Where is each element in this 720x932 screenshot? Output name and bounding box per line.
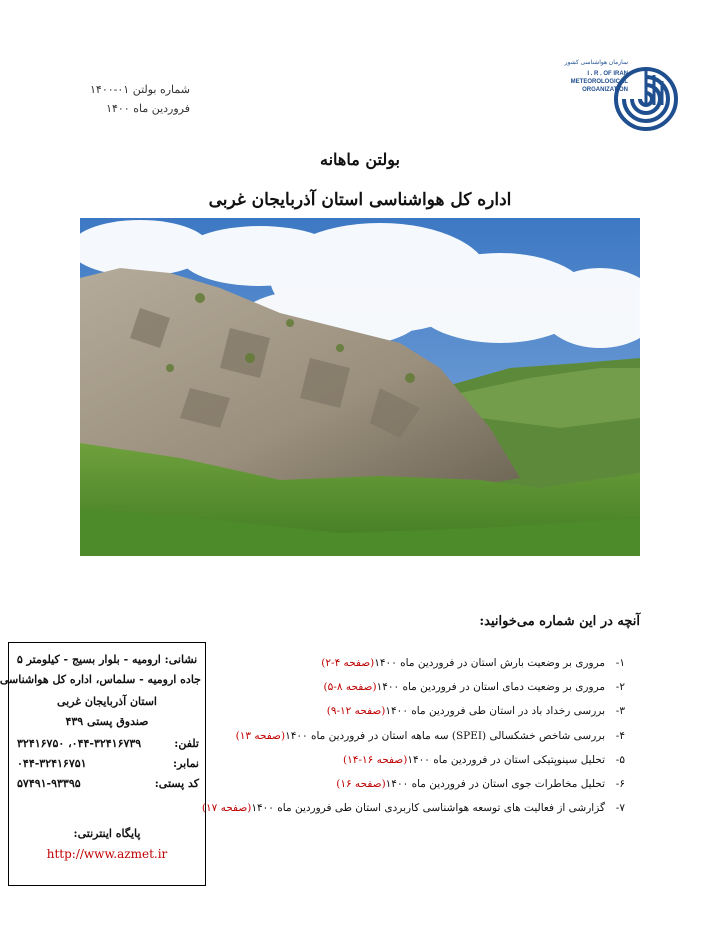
- toc-item-number: ۲-: [615, 681, 625, 694]
- toc-item-text: بررسی رخداد باد در استان طی فروردین ماه ۱۴۰۰: [385, 705, 605, 718]
- toc-item: [215, 678, 625, 702]
- toc-heading: آنچه در این شماره می‌خوانید:: [479, 614, 640, 629]
- toc-item-page: (صفحه ۱۲-۹): [326, 705, 386, 718]
- contact-postal-row: [17, 777, 199, 790]
- bulletin-subtitle: اداره کل هواشناسی استان آذربایجان غربی: [208, 190, 512, 210]
- toc-item-text: مروری بر وضعیت دمای استان در فروردین ماه ۱۴۰۰: [376, 681, 605, 694]
- toc-item-page: (صفحه ۱۳): [235, 729, 286, 742]
- contact-box: [0, 642, 206, 886]
- toc-item-page: (صفحه ۱۷): [201, 802, 252, 815]
- contact-fax-value: ۰۴۴-۳۲۴۱۶۷۵۱: [17, 757, 87, 770]
- contact-postal-value: ۵۷۴۹۱-۹۳۳۹۵: [17, 777, 81, 790]
- toc-item-number: ۴-: [615, 729, 625, 742]
- toc-item-text: مروری بر وضعیت بارش استان در فروردین ماه ۱۴۰۰: [374, 657, 605, 669]
- contact-postal-label: کد پستی:: [154, 777, 199, 790]
- contact-website-label: پایگاه اینترنتی:: [73, 827, 141, 840]
- organization-logo: [560, 55, 680, 135]
- toc-item-text: تحلیل سینوپتیکی استان در فروردین ماه ۱۴۰۰: [407, 753, 605, 766]
- contact-phone-row: [17, 737, 199, 750]
- toc-item: [215, 727, 625, 751]
- bulletin-number: شماره بولتن ۰۱-۱۴۰۰: [90, 83, 190, 96]
- logo-org-en-1: I . R . OF IRAN: [587, 71, 628, 77]
- toc-item-text: گزارشی از فعالیت های توسعه هواشناسی کاربردی استان طی فروردین ماه ۱۴۰۰: [251, 802, 605, 815]
- bulletin-date: فروردین ماه ۱۴۰۰: [106, 102, 190, 115]
- toc-item: [201, 799, 625, 823]
- contact-po-box: صندوق پستی ۴۳۹: [65, 715, 149, 728]
- contact-address-line-1: نشانی: ارومیه - بلوار بسیج - کیلومتر ۵: [16, 653, 198, 666]
- toc-item-text: تحلیل مخاطرات جوی استان در فروردین ماه ۱۴۰۰: [385, 777, 605, 790]
- toc-item: [215, 775, 625, 799]
- toc-item-page: (صفحه ۱۶): [336, 777, 386, 790]
- toc-item-number: ۳-: [615, 705, 625, 718]
- contact-phone-value: ۰۴۴-۳۲۴۱۶۷۳۹، ۳۲۴۱۶۷۵۰: [17, 737, 142, 750]
- toc-item-number: ۷-: [615, 802, 625, 815]
- logo-org-en-3: ORGANIZATION: [582, 87, 628, 93]
- logo-org-fa: سازمان هواشناسی کشور: [564, 60, 628, 66]
- contact-address-line-2: جاده ارومیه - سلماس، اداره کل هواشناسی: [0, 673, 201, 686]
- meteorological-organization-logo-icon: [612, 65, 680, 133]
- toc-item-page: (صفحه ۸-۵): [323, 681, 377, 694]
- toc-item-text: بررسی شاخص خشکسالی (SPEI) سه ماهه استان در فروردین ماه ۱۴۰۰: [285, 729, 605, 742]
- contact-phone-label: تلفن:: [174, 737, 199, 750]
- toc-list: [201, 654, 625, 823]
- toc-item-number: ۶-: [615, 777, 625, 790]
- bulletin-title: بولتن ماهانه: [320, 150, 400, 169]
- toc-item-page: (صفحه ۱۶-۱۴): [343, 753, 408, 766]
- contact-website-link[interactable]: http://www.azmet.ir: [46, 847, 168, 861]
- contact-fax-row: [17, 757, 199, 770]
- contact-address-line-3: استان آذربایجان غربی: [56, 695, 157, 708]
- toc-item: [215, 751, 625, 775]
- mountain-landscape-photo: [80, 218, 640, 556]
- toc-item-number: ۵-: [615, 753, 625, 766]
- contact-fax-label: نمابر:: [173, 757, 199, 770]
- logo-org-en-2: METEOROLOGICAL: [570, 79, 628, 85]
- toc-item: [215, 654, 625, 678]
- toc-item: [215, 702, 625, 726]
- toc-item-number: ۱-: [615, 657, 625, 669]
- toc-item-page: (صفحه ۴-۲): [321, 657, 375, 669]
- bulletin-meta: [60, 80, 190, 118]
